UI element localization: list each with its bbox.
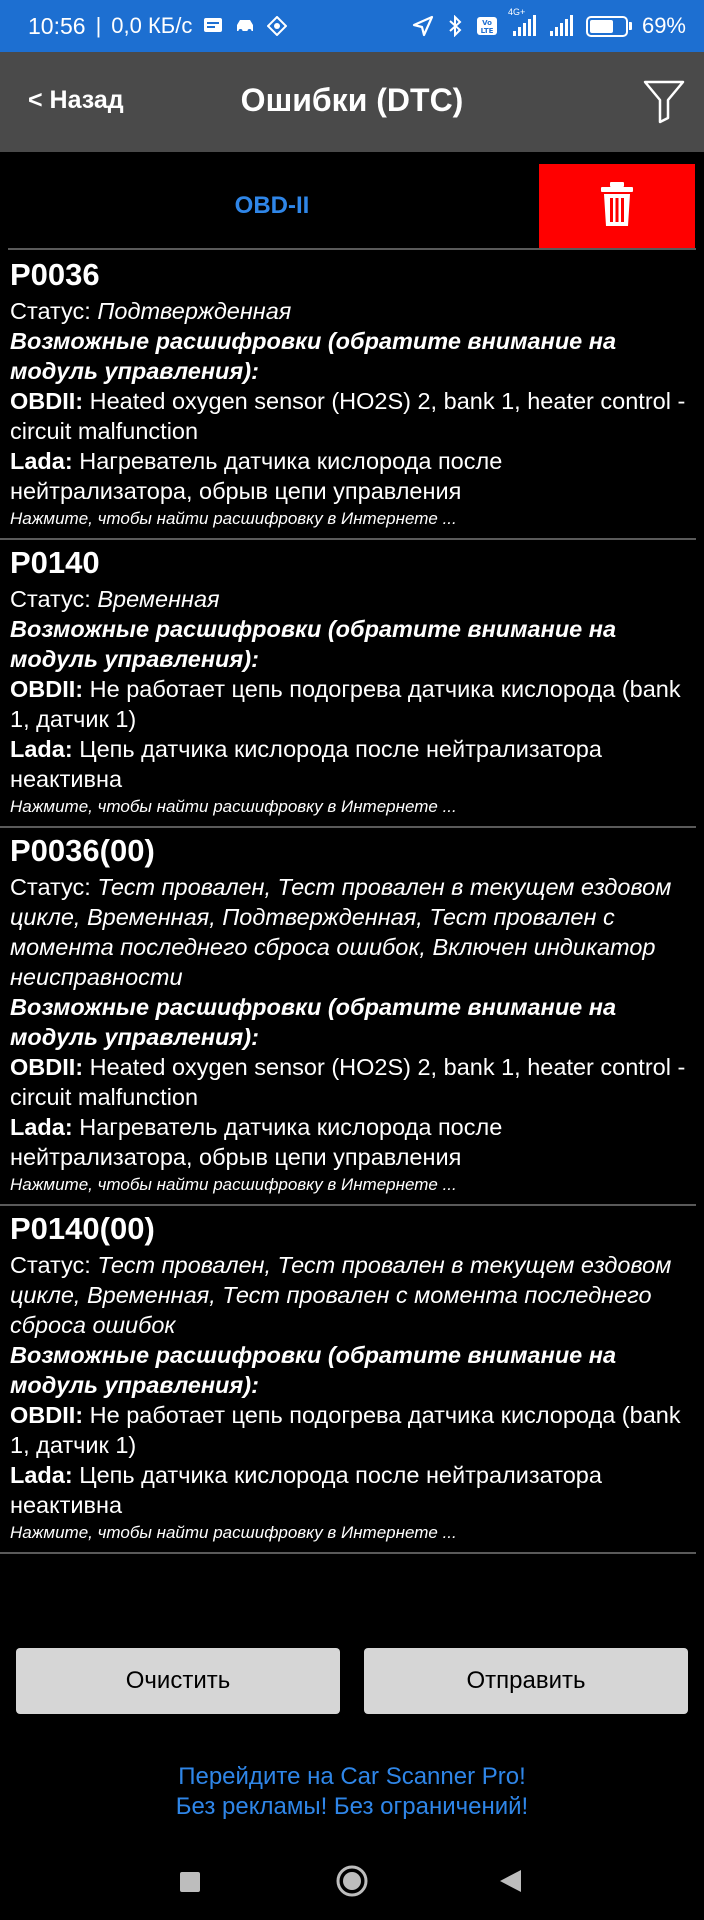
- status-value: Временная: [97, 586, 220, 612]
- search-online-hint[interactable]: Нажмите, чтобы найти расшифровку в Интернете ...: [10, 797, 457, 816]
- status-bar: [0, 0, 704, 52]
- dtc-entry[interactable]: [0, 1206, 696, 1554]
- lada-label: Lada:: [10, 1462, 73, 1488]
- lada-text: Нагреватель датчика кислорода после нейтрализатора, обрыв цепи управления: [10, 1114, 503, 1170]
- battery-icon: [586, 16, 632, 37]
- obdii-label: OBDII:: [10, 1054, 84, 1080]
- lada-text: Цепь датчика кислорода после нейтрализатора неактивна: [10, 1462, 602, 1518]
- status-bar-left: 10:56 | 0,0 КБ/с: [28, 13, 412, 40]
- svg-text:LTE: LTE: [480, 27, 494, 35]
- search-online-hint[interactable]: Нажмите, чтобы найти расшифровку в Интернете ...: [10, 1175, 457, 1194]
- dtc-status: [10, 584, 686, 614]
- action-buttons: [0, 1648, 704, 1714]
- status-label: Статус:: [10, 586, 98, 612]
- possible-decodings-heading: Возможные расшифровки (обратите внимание на модуль управления):: [10, 616, 617, 672]
- network-speed: 0,0 КБ/с: [111, 13, 193, 38]
- dtc-entry[interactable]: [0, 540, 696, 828]
- obdii-description: [10, 1400, 686, 1460]
- delete-button[interactable]: [539, 164, 695, 248]
- lada-description: [10, 734, 686, 794]
- lada-label: Lada:: [10, 448, 73, 474]
- location-arrow-icon: [412, 15, 434, 37]
- dtc-list: [0, 252, 704, 1554]
- obdii-description: [10, 1052, 686, 1112]
- status-bar-right: [412, 7, 686, 39]
- search-online-hint[interactable]: Нажмите, чтобы найти расшифровку в Интернете ...: [10, 1523, 457, 1542]
- search-online-hint[interactable]: Нажмите, чтобы найти расшифровку в Интернете ...: [10, 509, 457, 528]
- obdii-label: OBDII:: [10, 1402, 84, 1428]
- tab-obd-ii[interactable]: OBD-II: [234, 192, 310, 219]
- obdii-text: Не работает цепь подогрева датчика кислорода (bank 1, датчик 1): [10, 1402, 681, 1458]
- dtc-status: [10, 296, 686, 326]
- system-nav-bar: [0, 1840, 704, 1920]
- possible-decodings-heading: Возможные расшифровки (обратите внимание на модуль управления):: [10, 328, 617, 384]
- car-icon: [234, 15, 256, 37]
- back-button[interactable]: < Назад: [28, 86, 124, 114]
- dtc-status: [10, 872, 686, 992]
- message-icon: [202, 15, 224, 37]
- dtc-code: P0140: [10, 545, 100, 580]
- status-value: Тест провален, Тест провален в текущем ездовом цикле, Временная, Подтвержденная, Тест провален с момента последнего сброса ошибок, Включен индикатор неисправности: [10, 874, 672, 990]
- lada-description: [10, 1460, 686, 1520]
- lada-text: Нагреватель датчика кислорода после нейтрализатора, обрыв цепи управления: [10, 448, 503, 504]
- obdii-label: OBDII:: [10, 388, 84, 414]
- divider: [8, 248, 696, 250]
- trash-icon: [600, 181, 634, 232]
- dtc-entry[interactable]: [0, 828, 696, 1206]
- possible-decodings-heading: Возможные расшифровки (обратите внимание на модуль управления):: [10, 994, 617, 1050]
- clear-button[interactable]: Очистить: [16, 1648, 340, 1714]
- obdii-description: [10, 386, 686, 446]
- obdii-description: [10, 674, 686, 734]
- clock: 10:56: [28, 12, 86, 39]
- promo-line-1: Перейдите на Car Scanner Pro!: [178, 1763, 526, 1790]
- svg-text:Vo: Vo: [482, 19, 492, 27]
- obdii-text: Heated oxygen sensor (HO2S) 2, bank 1, heater control - circuit malfunction: [10, 388, 686, 444]
- back-triangle-icon[interactable]: [498, 1868, 524, 1894]
- tab-row: [0, 164, 704, 248]
- lada-description: [10, 1112, 686, 1172]
- dtc-code: P0036: [10, 257, 100, 292]
- dtc-code: P0140(00): [10, 1211, 155, 1246]
- volte-icon: [476, 15, 498, 37]
- dtc-code: P0036(00): [10, 833, 155, 868]
- dtc-entry[interactable]: [0, 252, 696, 540]
- obdii-text: Heated oxygen sensor (HO2S) 2, bank 1, heater control - circuit malfunction: [10, 1054, 686, 1110]
- network-type: 4G+: [507, 7, 526, 17]
- lada-text: Цепь датчика кислорода после нейтрализатора неактивна: [10, 736, 602, 792]
- lada-label: Lada:: [10, 736, 73, 762]
- obdii-label: OBDII:: [10, 676, 84, 702]
- promo-line-2: Без рекламы! Без ограничений!: [175, 1793, 529, 1820]
- lada-description: [10, 446, 686, 506]
- dtc-status: [10, 1250, 686, 1340]
- status-label: Статус:: [10, 298, 98, 324]
- send-button[interactable]: Отправить: [364, 1648, 688, 1714]
- filter-icon[interactable]: [642, 78, 686, 126]
- obdii-text: Не работает цепь подогрева датчика кислорода (bank 1, датчик 1): [10, 676, 681, 732]
- home-circle-icon[interactable]: [335, 1864, 369, 1898]
- status-value: Тест провален, Тест провален в текущем ездовом цикле, Временная, Тест провален с момента последнего сброса ошибок: [10, 1252, 672, 1338]
- signal-icon: [507, 7, 538, 37]
- recents-square-icon[interactable]: [180, 1872, 200, 1892]
- vpn-icon: [266, 15, 288, 37]
- possible-decodings-heading: Возможные расшифровки (обратите внимание на модуль управления):: [10, 1342, 617, 1398]
- battery-percent: 69%: [641, 13, 686, 38]
- lada-label: Lada:: [10, 1114, 73, 1140]
- status-label: Статус:: [10, 874, 98, 900]
- pro-promo-link[interactable]: [0, 1762, 704, 1822]
- signal-icon: [548, 15, 576, 37]
- status-label: Статус:: [10, 1252, 98, 1278]
- bluetooth-icon: [444, 15, 466, 37]
- page-title: Ошибки (DTC): [240, 82, 464, 118]
- app-bar: [0, 52, 704, 152]
- status-value: Подтвержденная: [97, 298, 292, 324]
